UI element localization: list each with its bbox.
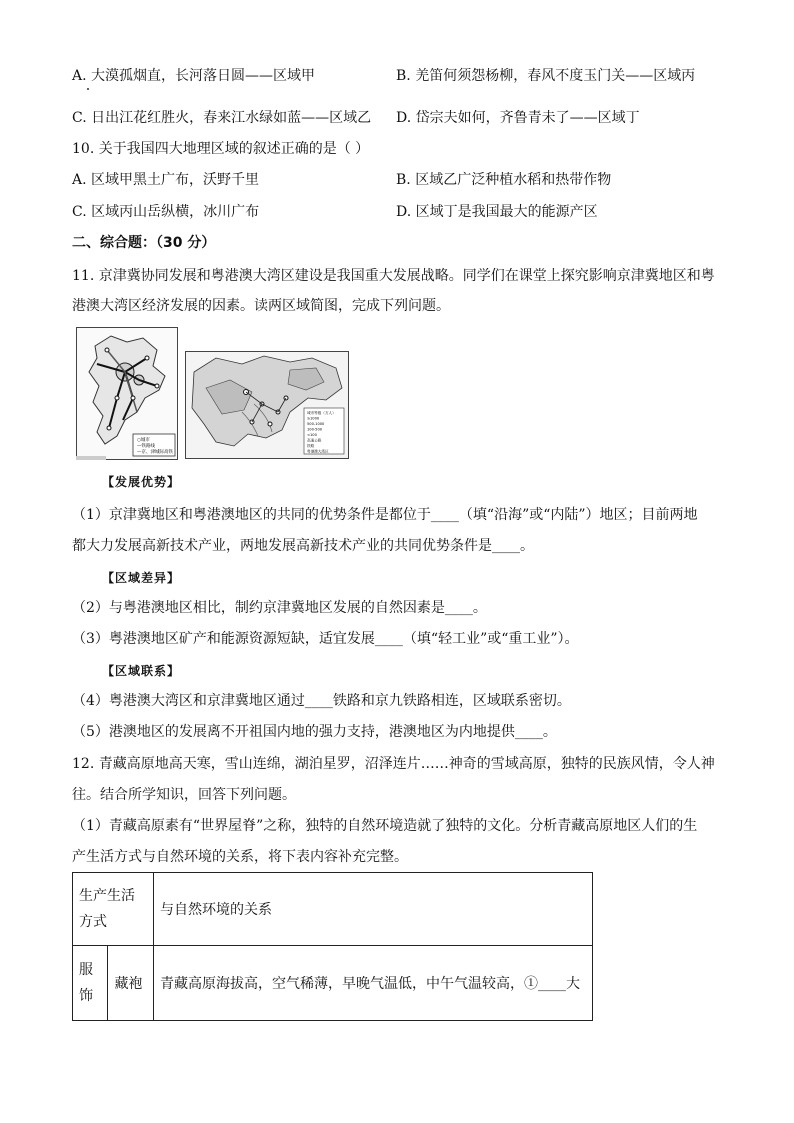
map1-legend-hsr: —京、津城际高铁 (137, 450, 173, 455)
table-row-category (73, 946, 108, 1021)
q12-stem-line2: 往。结合所学知识，回答下列问题。 (72, 787, 296, 803)
q11-stem-line1: 11. 京津冀协同发展和粤港澳大湾区建设是我国重大发展战略。同学们在课堂上探究影响京津冀地区和粤 (72, 268, 715, 284)
table-row-category-line2: 饰 (79, 988, 93, 1004)
map1-legend-rail: —铁路线 (137, 444, 155, 449)
q9-option-d: D. 岱宗夫如何，齐鲁青未了——区域丁 (396, 110, 640, 126)
map-shadow (76, 456, 106, 460)
table-row-relation-text: 青藏高原海拔高，空气稀薄，早晚气温低，中午气温较高，①____大 (154, 946, 593, 1021)
gba-map-drawing (186, 352, 348, 458)
q11-part2: （2）与粤港澳地区相比，制约京津冀地区发展的自然因素是____。 (72, 600, 487, 616)
tag-regional-link: 【区域联系】 (102, 664, 181, 678)
table-header-lifestyle (73, 873, 154, 946)
q11-part4: （4）粤港澳大湾区和京津冀地区通过____铁路和京九铁路相连，区域联系密切。 (72, 693, 571, 709)
map2-legend-6: 铁路 (307, 444, 315, 448)
table-row-category-line1: 服 (79, 962, 93, 978)
greater-bay-area-map (185, 351, 349, 459)
jingjinji-map (76, 327, 178, 460)
map2-legend-7: 粤港澳大湾区 (307, 449, 329, 454)
map1-legend-city: ○城市 (137, 438, 150, 443)
q9-option-c: C. 日出江花红胜火，春来江水绿如蓝——区域乙 (72, 110, 372, 126)
q9-option-a: A. 大漠孤烟直，长河落日圆——区域甲 (72, 68, 316, 84)
q10-stem: 10. 关于我国四大地理区域的叙述正确的是（ ） (72, 141, 370, 157)
tag-regional-difference: 【区域差异】 (102, 571, 181, 585)
map2-legend-2: 500-1000 (307, 422, 325, 426)
q10-option-b: B. 区域乙广泛种植水稻和热带作物 (396, 172, 612, 188)
map2-legend-5: 高速公路 (307, 438, 322, 443)
q12-part1-line2: 产生活方式与自然环境的关系，将下表内容补充完整。 (72, 849, 408, 865)
jingjinji-map-drawing (77, 328, 177, 459)
section-title: 二、综合题：（30 分） (72, 235, 216, 251)
q10-option-d: D. 区域丁是我国最大的能源产区 (396, 204, 598, 220)
q11-part5: （5）港澳地区的发展离不开祖国内地的强力支持，港澳地区为内地提供____。 (72, 724, 557, 740)
map2-legend-3: 100-500 (307, 427, 323, 432)
map2-legend-4: <100 (307, 433, 317, 437)
lifestyle-environment-table (72, 872, 593, 1021)
stray-dot (87, 88, 89, 90)
q11-part1-line1: （1）京津冀地区和粤港澳地区的共同的优势条件是都位于____（填“沿海”或“内陆”）地区；目前两地 (72, 507, 698, 523)
tag-development-advantage: 【发展优势】 (102, 475, 181, 489)
table-header-lifestyle-line1: 生产生活 (79, 888, 135, 904)
q10-option-a: A. 区域甲黑土广布，沃野千里 (72, 172, 260, 188)
q11-stem-line2: 港澳大湾区经济发展的因素。读两区域简图，完成下列问题。 (72, 298, 450, 314)
q11-part1-line2: 都大力发展高新技术产业，两地发展高新技术产业的共同优势条件是____。 (72, 538, 534, 554)
table-header-lifestyle-line2: 方式 (79, 914, 107, 930)
q9-option-b: B. 羌笛何须怨杨柳，春风不度玉门关——区域丙 (396, 68, 696, 84)
map2-legend-0: 城市等级（万人） (307, 411, 336, 415)
q11-part3: （3）粤港澳地区矿产和能源资源短缺，适宜发展____（填“轻工业”或“重工业”）。 (72, 631, 579, 647)
q10-option-c: C. 区域丙山岳纵横，冰川广布 (72, 204, 260, 220)
map2-legend-1: ≥1000 (307, 416, 320, 421)
table-row-item: 藏袍 (108, 946, 154, 1021)
q12-part1-line1: （1）青藏高原素有“世界屋脊”之称，独特的自然环境造就了独特的文化。分析青藏高原地区人们的生 (72, 818, 698, 834)
table-header-relation: 与自然环境的关系 (154, 873, 593, 946)
q12-stem-line1: 12. 青藏高原地高天寒，雪山连绵，湖泊星罗，沼泽连片……神奇的雪域高原，独特的民族风情，令人神 (72, 756, 715, 772)
